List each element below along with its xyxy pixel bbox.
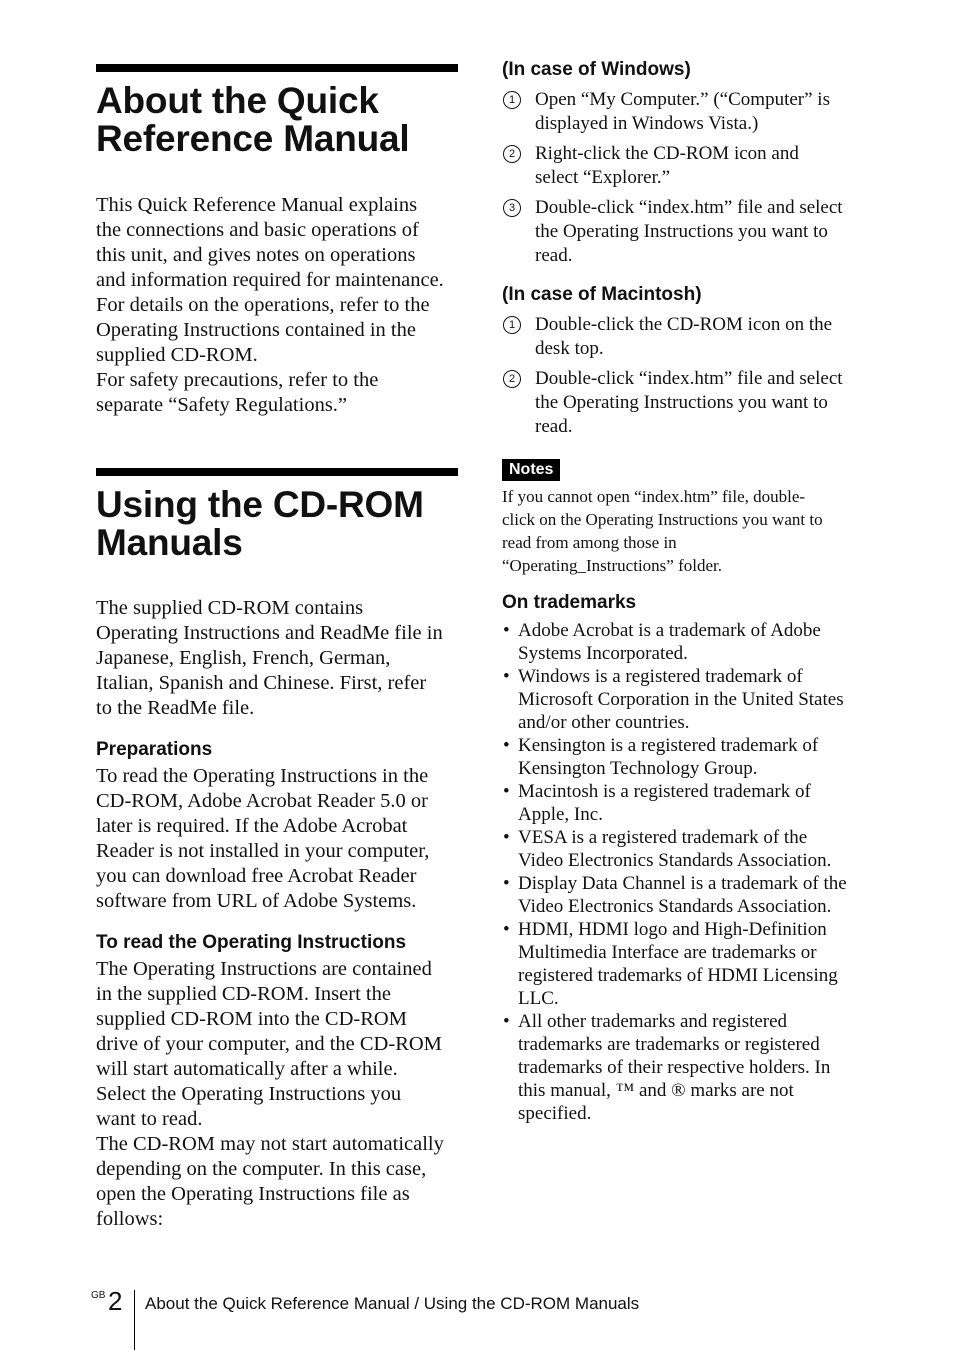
quick-reference-intro [96, 193, 458, 418]
text-line: If you cannot open “index.htm” file, double- [502, 487, 806, 506]
notes-block [502, 459, 864, 577]
text-line: want to read. [96, 1108, 203, 1130]
footer-running-title: About the Quick Reference Manual / Using the CD-ROM Manuals [145, 1294, 640, 1313]
list-item [502, 313, 864, 361]
left-column [96, 64, 458, 1232]
text-line: drive of your computer, and the CD-ROM [96, 1033, 442, 1055]
text-line: read. [535, 416, 573, 437]
text-line: Reader is not installed in your computer, [96, 840, 430, 862]
text-line: later is required. If the Adobe Acrobat [96, 815, 408, 837]
list-item [502, 734, 864, 780]
footer-divider [134, 1290, 135, 1350]
text-line: Video Electronics Standards Association. [518, 850, 832, 871]
text-line: read from among those in [502, 533, 677, 552]
step-number-icon: 2 [503, 370, 521, 388]
text-line: will start automatically after a while. [96, 1058, 398, 1080]
text-line: Operating Instructions contained in the [96, 319, 416, 341]
page-number: 2 [108, 1286, 123, 1316]
text-line: supplied CD-ROM. [96, 344, 258, 366]
list-item [502, 142, 864, 190]
text-line: and information required for maintenance. [96, 269, 444, 291]
step-number-icon: 2 [503, 145, 521, 163]
text-line: Double-click “index.htm” file and select [535, 197, 843, 218]
text-line: trademarks are trademarks or registered [518, 1034, 820, 1055]
list-item [502, 88, 864, 136]
text-line: The supplied CD-ROM contains [96, 597, 364, 619]
step-number-icon: 1 [503, 316, 521, 334]
text-line: This Quick Reference Manual explains [96, 194, 418, 216]
text-line: software from URL of Adobe Systems. [96, 890, 417, 912]
list-item [502, 367, 864, 439]
text-line: • Macintosh is a registered trademark of [518, 781, 811, 802]
text-line: Microsoft Corporation in the United States [518, 689, 844, 710]
text-line: Multimedia Interface are trademarks or [518, 942, 817, 963]
title-line: About the Quick [96, 80, 379, 121]
title-line: Using the CD-ROM [96, 484, 424, 525]
section-rule [96, 64, 458, 72]
windows-steps [502, 88, 864, 268]
text-line: Italian, Spanish and Chinese. First, refer [96, 672, 427, 694]
list-item [502, 872, 864, 918]
text-line: The CD-ROM may not start automatically [96, 1133, 444, 1155]
text-line: separate “Safety Regulations.” [96, 394, 348, 416]
text-line: open the Operating Instructions file as [96, 1183, 410, 1205]
text-line: • VESA is a registered trademark of the [518, 827, 808, 848]
text-line: Systems Incorporated. [518, 643, 688, 664]
text-line: and/or other countries. [518, 712, 690, 733]
section-title-quick-reference [96, 82, 458, 158]
windows-heading: (In case of Windows) [502, 59, 691, 80]
text-line: Japanese, English, French, German, [96, 647, 391, 669]
text-line: To read the Operating Instructions in the [96, 765, 429, 787]
trademarks-heading: On trademarks [502, 592, 637, 613]
text-line: • HDMI, HDMI logo and High-Definition [518, 919, 827, 940]
text-line: Double-click “index.htm” file and select [535, 368, 843, 389]
text-line: Apple, Inc. [518, 804, 603, 825]
text-line: • Adobe Acrobat is a trademark of Adobe [518, 620, 821, 641]
text-line: click on the Operating Instructions you want to [502, 510, 823, 529]
section-title-cdrom-manuals [96, 486, 458, 562]
text-line: supplied CD-ROM into the CD-ROM [96, 1008, 407, 1030]
text-line: displayed in Windows Vista.) [535, 113, 759, 134]
trademarks-list [502, 619, 864, 1125]
notes-text [502, 485, 864, 577]
text-line: Kensington Technology Group. [518, 758, 758, 779]
right-column [502, 58, 864, 1125]
preparations-text [96, 764, 458, 914]
list-item [502, 780, 864, 826]
text-line: Right-click the CD-ROM icon and [535, 143, 799, 164]
text-line: the Operating Instructions you want to [535, 221, 828, 242]
preparations-heading: Preparations [96, 739, 213, 760]
text-line: registered trademarks of HDMI Licensing [518, 965, 838, 986]
text-line: in the supplied CD-ROM. Insert the [96, 983, 391, 1005]
list-item [502, 826, 864, 872]
text-line: Video Electronics Standards Association. [518, 896, 832, 917]
text-line: the Operating Instructions you want to [535, 392, 828, 413]
macintosh-heading: (In case of Macintosh) [502, 284, 702, 305]
text-line: • Kensington is a registered trademark of [518, 735, 819, 756]
text-line: • All other trademarks and registered [518, 1011, 788, 1032]
text-line: The Operating Instructions are contained [96, 958, 432, 980]
text-line: CD-ROM, Adobe Acrobat Reader 5.0 or [96, 790, 428, 812]
text-line: specified. [518, 1103, 592, 1124]
step-number-icon: 1 [503, 91, 521, 109]
text-line: follows: [96, 1208, 164, 1230]
text-line: For details on the operations, refer to the [96, 294, 430, 316]
text-line: For safety precautions, refer to the [96, 369, 379, 391]
text-line: this unit, and gives notes on operations [96, 244, 416, 266]
text-line: Operating Instructions and ReadMe file in [96, 622, 443, 644]
reading-text [96, 957, 458, 1232]
text-line: • Display Data Channel is a trademark of the [518, 873, 847, 894]
text-line: Select the Operating Instructions you [96, 1083, 402, 1105]
notes-label: Notes [502, 459, 560, 481]
text-line: read. [535, 245, 573, 266]
text-line: to the ReadMe file. [96, 697, 255, 719]
title-line: Reference Manual [96, 118, 410, 159]
text-line: the connections and basic operations of [96, 219, 419, 241]
step-number-icon: 3 [503, 199, 521, 217]
text-line: this manual, ™ and ® marks are not [518, 1080, 794, 1101]
list-item [502, 1010, 864, 1125]
text-line: select “Explorer.” [535, 167, 671, 188]
list-item [502, 665, 864, 734]
macintosh-steps [502, 313, 864, 439]
text-line: “Operating_Instructions” folder. [502, 556, 722, 575]
section-rule [96, 468, 458, 476]
list-item [502, 196, 864, 268]
list-item [502, 918, 864, 1010]
text-line: you can download free Acrobat Reader [96, 865, 417, 887]
text-line: trademarks of their respective holders. In [518, 1057, 831, 1078]
text-line: • Windows is a registered trademark of [518, 666, 803, 687]
title-line: Manuals [96, 522, 243, 563]
text-line: desk top. [535, 338, 604, 359]
text-line: depending on the computer. In this case, [96, 1158, 427, 1180]
reading-heading: To read the Operating Instructions [96, 932, 407, 953]
text-line: LLC. [518, 988, 559, 1009]
cdrom-intro [96, 596, 458, 721]
text-line: Open “My Computer.” (“Computer” is [535, 89, 830, 110]
text-line: Double-click the CD-ROM icon on the [535, 314, 833, 335]
footer-region-code: GB [91, 1290, 106, 1301]
list-item [502, 619, 864, 665]
